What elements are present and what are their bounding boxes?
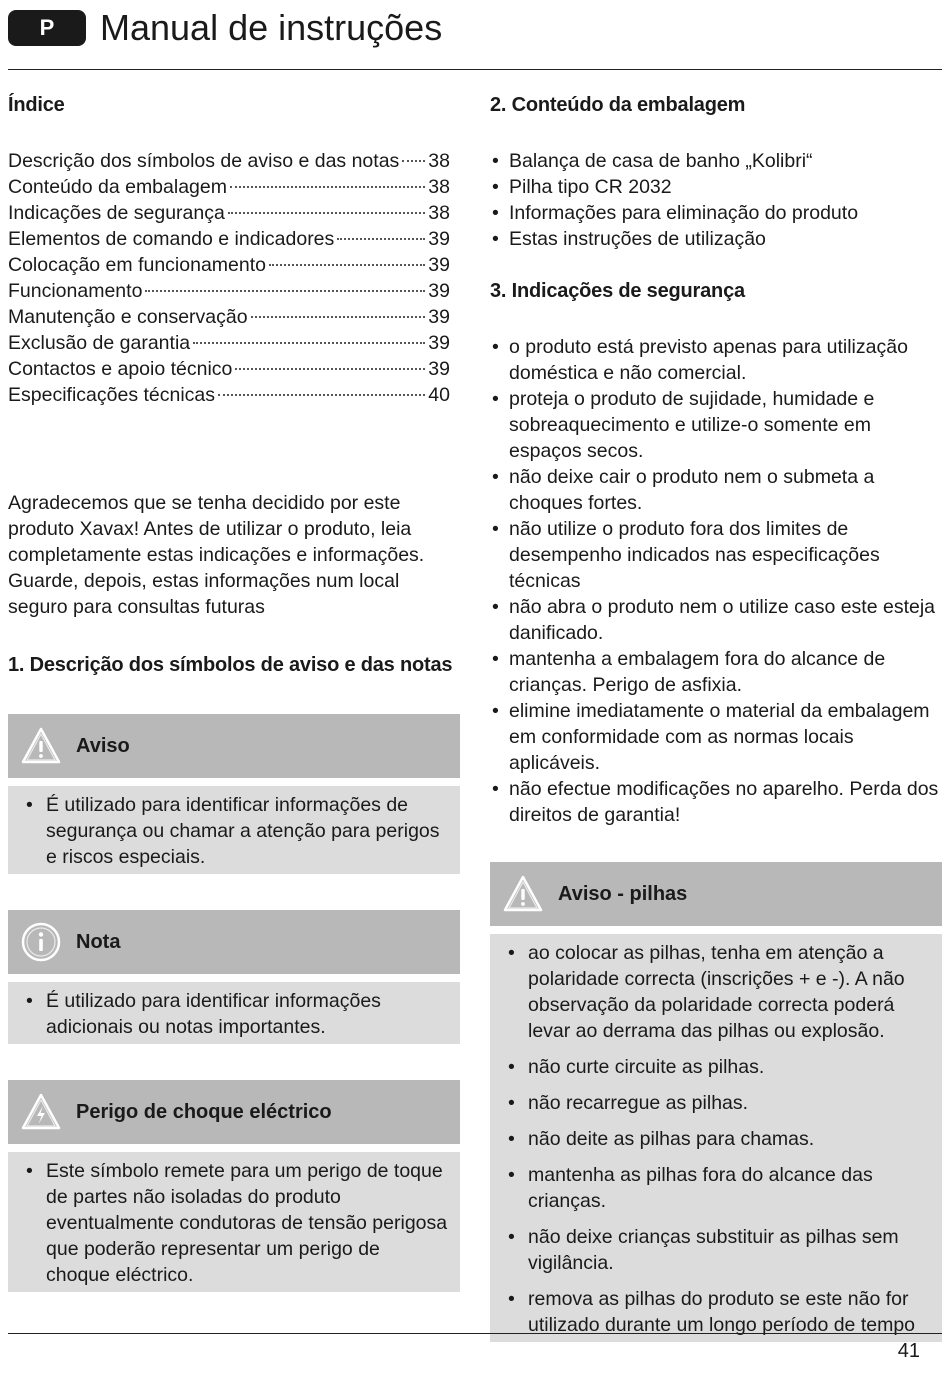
safety-item: • proteja o produto de sujidade, humidade e sobreaquecimento e utilize-o somente em espaços secos.: [490, 386, 942, 464]
safety-item: • não efectue modificações no aparelho. Perda dos direitos de garantia!: [490, 776, 942, 828]
symbol-box: [8, 1080, 460, 1292]
safety-item: • mantenha a embalagem fora do alcance de crianças. Perigo de asfixia.: [490, 646, 942, 698]
intro-paragraph: Agradecemos que se tenha decidido por este produto Xavax! Antes de utilizar o produto, leia completamente estas indicações e informações. Guarde, depois, estas informações num local seguro para consultas futuras: [8, 492, 425, 618]
warning-triangle-icon: [502, 873, 544, 915]
toc-dot-leader: [230, 186, 425, 188]
toc-entry: [8, 252, 450, 278]
toc-entry: [8, 148, 450, 174]
notice-item: • remova as pilhas do produto se este não for utilizado durante um longo período de tempo: [506, 1286, 930, 1338]
toc-entry-page: 39: [428, 332, 450, 354]
notice-box-header: [8, 714, 460, 778]
page-title: Manual de instruções: [100, 7, 443, 48]
toc-entry-page: 38: [428, 202, 450, 224]
toc-entry-page: 39: [428, 254, 450, 276]
footer-divider: [8, 1333, 942, 1334]
safety-item: • o produto está previsto apenas para utilização doméstica e não comercial.: [490, 334, 942, 386]
notice-item: • não recarregue as pilhas.: [506, 1090, 930, 1116]
toc-entry-label: Contactos e apoio técnico: [8, 358, 233, 380]
notice-box-title: Aviso - pilhas: [558, 882, 688, 905]
notice-box-header: [8, 910, 460, 974]
safety-item: • elimine imediatamente o material da embalagem em conformidade com as normas locais aplicáveis.: [490, 698, 942, 776]
battery-warning-box: [490, 862, 942, 1342]
safety-item: • não utilize o produto fora dos limites de desempenho indicados nas especificações técnicas: [490, 516, 942, 594]
table-of-contents: [8, 148, 450, 408]
notice-item: • não deixe crianças substituir as pilhas sem vigilância.: [506, 1224, 930, 1276]
toc-dot-leader: [218, 394, 425, 396]
symbol-box: [8, 714, 460, 874]
notice-item: • não curte circuite as pilhas.: [506, 1054, 930, 1080]
toc-dot-leader: [235, 368, 425, 370]
section-2-heading: 2. Conteúdo da embalagem: [490, 94, 746, 116]
notice-box-list: [24, 792, 448, 870]
electric-shock-icon: [20, 1091, 62, 1133]
toc-dot-leader: [145, 290, 425, 292]
toc-entry-label: Exclusão de garantia: [8, 332, 191, 354]
notice-box-list: [506, 940, 930, 1338]
notice-item: • mantenha as pilhas fora do alcance das crianças.: [506, 1162, 930, 1214]
toc-entry: [8, 382, 450, 408]
toc-entry-page: 38: [428, 150, 450, 172]
package-item: • Balança de casa de banho „Kolibri“: [490, 148, 942, 174]
toc-dot-leader: [402, 160, 425, 162]
notice-box-body: [8, 982, 460, 1044]
toc-entry-page: 39: [428, 306, 450, 328]
notice-box-title: Aviso: [76, 734, 130, 757]
safety-item: • não abra o produto nem o utilize caso este esteja danificado.: [490, 594, 942, 646]
toc-entry: [8, 200, 450, 226]
toc-entry-page: 40: [428, 384, 450, 406]
package-contents-list: [490, 148, 942, 252]
package-item: • Informações para eliminação do produto: [490, 200, 942, 226]
page-number: 41: [897, 1340, 920, 1362]
toc-entry-page: 39: [428, 358, 450, 380]
toc-entry-page: 38: [428, 176, 450, 198]
left-column: [8, 92, 460, 1292]
toc-entry: [8, 304, 450, 330]
notice-box-header: [8, 1080, 460, 1144]
section-3-heading: 3. Indicações de segurança: [490, 280, 745, 302]
toc-entry-label: Manutenção e conservação: [8, 306, 248, 328]
header-divider: [8, 69, 942, 70]
toc-entry: [8, 278, 450, 304]
right-column: [490, 92, 942, 1342]
toc-entry: [8, 356, 450, 382]
notice-box-body: [490, 934, 942, 1342]
symbol-boxes: [8, 714, 460, 1292]
index-heading: Índice: [8, 94, 65, 116]
warning-triangle-icon: [20, 725, 62, 767]
toc-entry: [8, 174, 450, 200]
notice-box-list: [24, 1158, 448, 1288]
language-badge: P: [8, 10, 86, 46]
toc-entry-label: Indicações de segurança: [8, 202, 225, 224]
notice-item: • não deite as pilhas para chamas.: [506, 1126, 930, 1152]
notice-item: • ao colocar as pilhas, tenha em atenção a polaridade correcta (inscrições + e -). A não observação da polaridade correcta poderá levar ao derrama das pilhas ou explosão.: [506, 940, 930, 1044]
section-1-heading: 1. Descrição dos símbolos de aviso e das notas: [8, 654, 453, 676]
toc-entry-page: 39: [428, 228, 450, 250]
notice-item: • É utilizado para identificar informações de segurança ou chamar a atenção para perigos e riscos especiais.: [24, 792, 448, 870]
safety-item: • não deixe cair o produto nem o submeta a choques fortes.: [490, 464, 942, 516]
toc-dot-leader: [193, 342, 425, 344]
symbol-box: [8, 910, 460, 1044]
toc-entry-label: Elementos de comando e indicadores: [8, 228, 335, 250]
notice-box-title: Perigo de choque eléctrico: [76, 1100, 332, 1123]
notice-box-body: [8, 1152, 460, 1292]
toc-entry-label: Especificações técnicas: [8, 384, 216, 406]
toc-entry-page: 39: [428, 280, 450, 302]
toc-dot-leader: [251, 316, 426, 318]
notice-box-list: [24, 988, 448, 1040]
notice-box-header: [490, 862, 942, 926]
package-item: • Pilha tipo CR 2032: [490, 174, 942, 200]
toc-entry: [8, 330, 450, 356]
info-circle-icon: [20, 921, 62, 963]
toc-dot-leader: [337, 238, 425, 240]
toc-entry-label: Conteúdo da embalagem: [8, 176, 227, 198]
toc-entry-label: Colocação em funcionamento: [8, 254, 266, 276]
notice-box-body: [8, 786, 460, 874]
notice-box-title: Nota: [76, 930, 121, 953]
toc-entry-label: Descrição dos símbolos de aviso e das notas: [8, 150, 400, 172]
safety-instructions-list: [490, 334, 942, 828]
toc-entry-label: Funcionamento: [8, 280, 143, 302]
toc-dot-leader: [269, 264, 425, 266]
toc-dot-leader: [228, 212, 425, 214]
toc-entry: [8, 226, 450, 252]
notice-item: • É utilizado para identificar informações adicionais ou notas importantes.: [24, 988, 448, 1040]
notice-item: • Este símbolo remete para um perigo de toque de partes não isoladas do produto eventualmente condutoras de tensão perigosa que poderão representar um perigo de choque eléctrico.: [24, 1158, 448, 1288]
package-item: • Estas instruções de utilização: [490, 226, 942, 252]
